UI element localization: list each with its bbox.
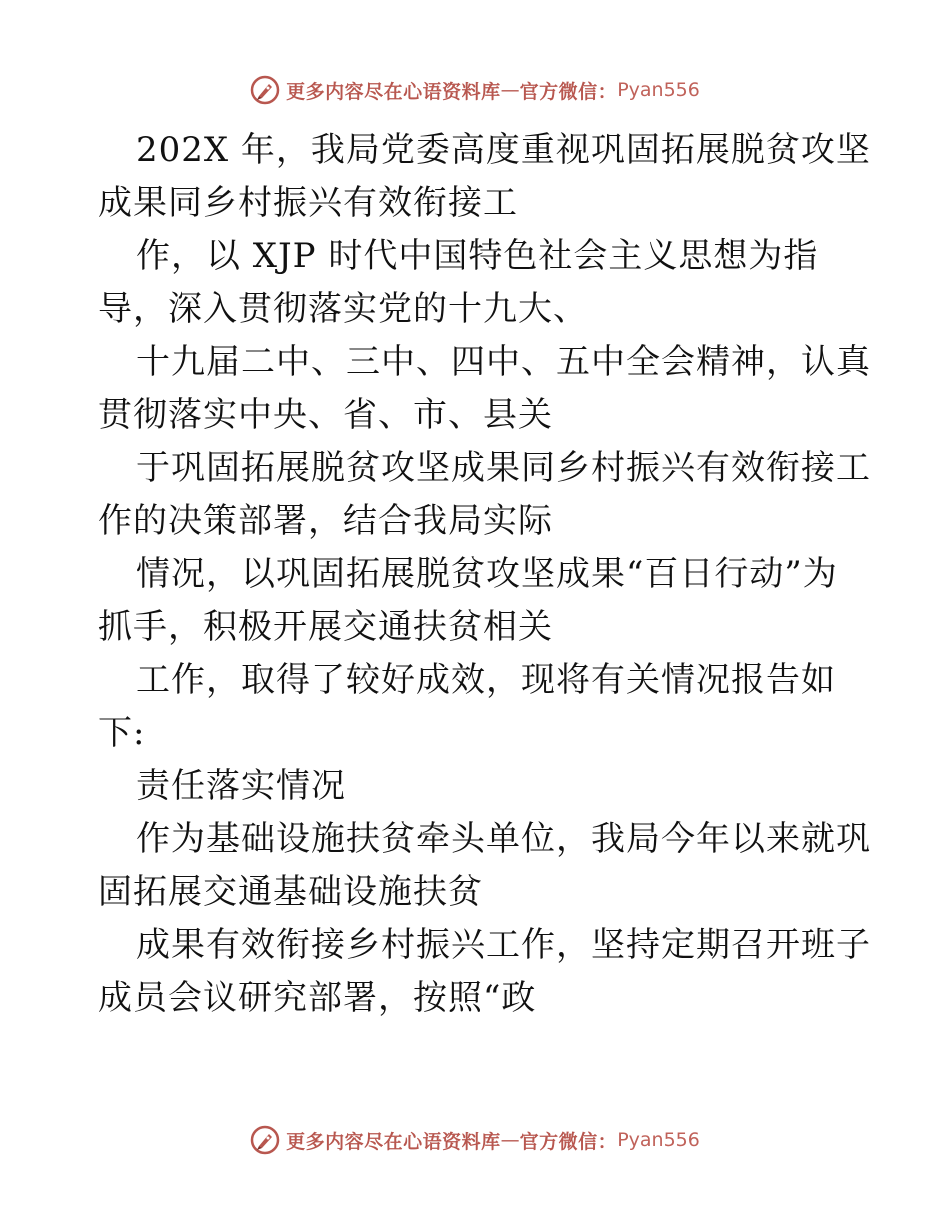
paragraph-line: 成果有效衔接乡村振兴工作，坚持定期召开班子 — [136, 925, 871, 965]
watermark-wechat-id: Pyan556 — [617, 79, 700, 101]
pen-nib-icon — [250, 1125, 280, 1155]
document-body — [98, 124, 871, 1025]
paragraph-line: 成员会议研究部署，按照“政 — [98, 978, 537, 1018]
section-heading: 责任落实情况 — [136, 766, 346, 806]
footer-watermark — [0, 1122, 950, 1158]
paragraph-line: 作，以 XJP 时代中国特色社会主义思想为指 — [136, 236, 819, 276]
header-watermark — [0, 72, 950, 108]
paragraph-line: 固拓展交通基础设施扶贫 — [98, 872, 483, 912]
watermark-text: 更多内容尽在心语资料库 — [286, 80, 501, 103]
watermark-wechat-id: Pyan556 — [617, 1129, 700, 1151]
watermark-text: 更多内容尽在心语资料库 — [286, 1130, 501, 1153]
pen-nib-icon — [250, 75, 280, 105]
paragraph-line: 十九届二中、三中、四中、五中全会精神，认真 — [136, 342, 871, 382]
paragraph-line: 抓手，积极开展交通扶贫相关 — [98, 607, 553, 647]
paragraph-line: 202X 年，我局党委高度重视巩固拓展脱贫攻坚 — [136, 130, 871, 170]
paragraph-line: 于巩固拓展脱贫攻坚成果同乡村振兴有效衔接工 — [136, 448, 871, 488]
watermark-wechat-label: 官方微信： — [519, 1130, 618, 1153]
watermark-wechat-label: 官方微信： — [519, 80, 618, 103]
watermark-dash: — — [500, 79, 520, 101]
paragraph-line: 成果同乡村振兴有效衔接工 — [98, 183, 518, 223]
paragraph-line: 贯彻落实中央、省、市、县关 — [98, 395, 553, 435]
paragraph-line: 下: — [98, 713, 146, 753]
paragraph-line: 作的决策部署，结合我局实际 — [98, 501, 553, 541]
paragraph-line: 工作，取得了较好成效，现将有关情况报告如 — [136, 660, 836, 700]
paragraph-line: 情况，以巩固拓展脱贫攻坚成果“百日行动”为 — [136, 554, 838, 594]
paragraph-line: 作为基础设施扶贫牵头单位，我局今年以来就巩 — [136, 819, 871, 859]
paragraph-line: 导，深入贯彻落实党的十九大、 — [98, 289, 588, 329]
watermark-dash: — — [500, 1129, 520, 1151]
